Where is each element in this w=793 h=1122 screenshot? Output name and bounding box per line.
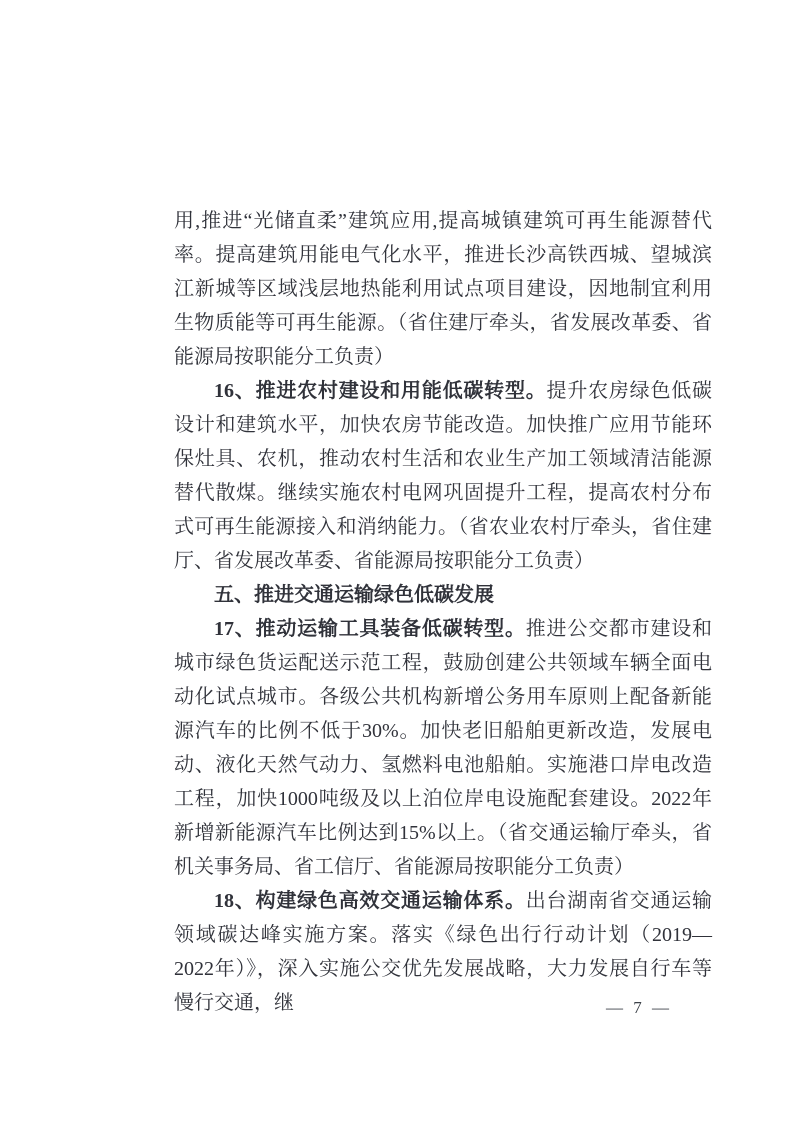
item-18-heading: 18、构建绿色高效交通运输体系。 [214, 890, 526, 912]
document-body [174, 204, 712, 1020]
paragraph-text: 提升农房绿色低碳设计和建筑水平，加快农房节能改造。加快推广应用节能环保灶具、农机，推动农村生活和农业生产加工领域清洁能源替代散煤。继续实施农村电网巩固提升工程，提高农村分布式可再生能源接入和消纳能力。（省农业农村厅牵头，省住建厅、省发展改革委、省能源局按职能分工负责） [174, 380, 713, 572]
paragraph-text: 推进公交都市建设和城市绿色货运配送示范工程，鼓励创建公共领域车辆全面电动化试点城市。各级公共机构新增公务用车原则上配备新能源汽车的比例不低于30%。加快老旧船舶更新改造，发展电动、液化天然气动力、氢燃料电池船舶。实施港口岸电改造工程，加快1000吨级及以上泊位岸电设施配套建设。2022年新增新能源汽车比例达到15%以上。（省交通运输厅牵头，省机关事务局、省工信厅、省能源局按职能分工负责） [174, 618, 713, 878]
item-16-paragraph [174, 374, 712, 578]
paragraph-text: 出台湖南省交通运输领域碳达峰实施方案。落实《绿色出行行动计划（2019—2022年）》，深入实施公交优先发展战略，大力发展自行车等慢行交通，继 [174, 890, 713, 1014]
item-16-heading: 16、推进农村建设和用能低碳转型。 [214, 380, 547, 402]
page-number: — 7 — [606, 998, 672, 1017]
paragraph-text: 用,推进“光储直柔”建筑应用,提高城镇建筑可再生能源替代率。提高建筑用能电气化水平，推进长沙高铁西城、望城滨江新城等区域浅层地热能利用试点项目建设，因地制宜利用生物质能等可再生能源。（省住建厅牵头，省发展改革委、省能源局按职能分工负责） [174, 210, 712, 368]
section-heading-text: 五、推进交通运输绿色低碳发展 [214, 584, 494, 606]
item-17-paragraph [174, 612, 712, 884]
continuation-paragraph [174, 204, 712, 374]
item-17-heading: 17、推动运输工具装备低碳转型。 [214, 618, 526, 640]
section-5-heading [174, 578, 712, 612]
